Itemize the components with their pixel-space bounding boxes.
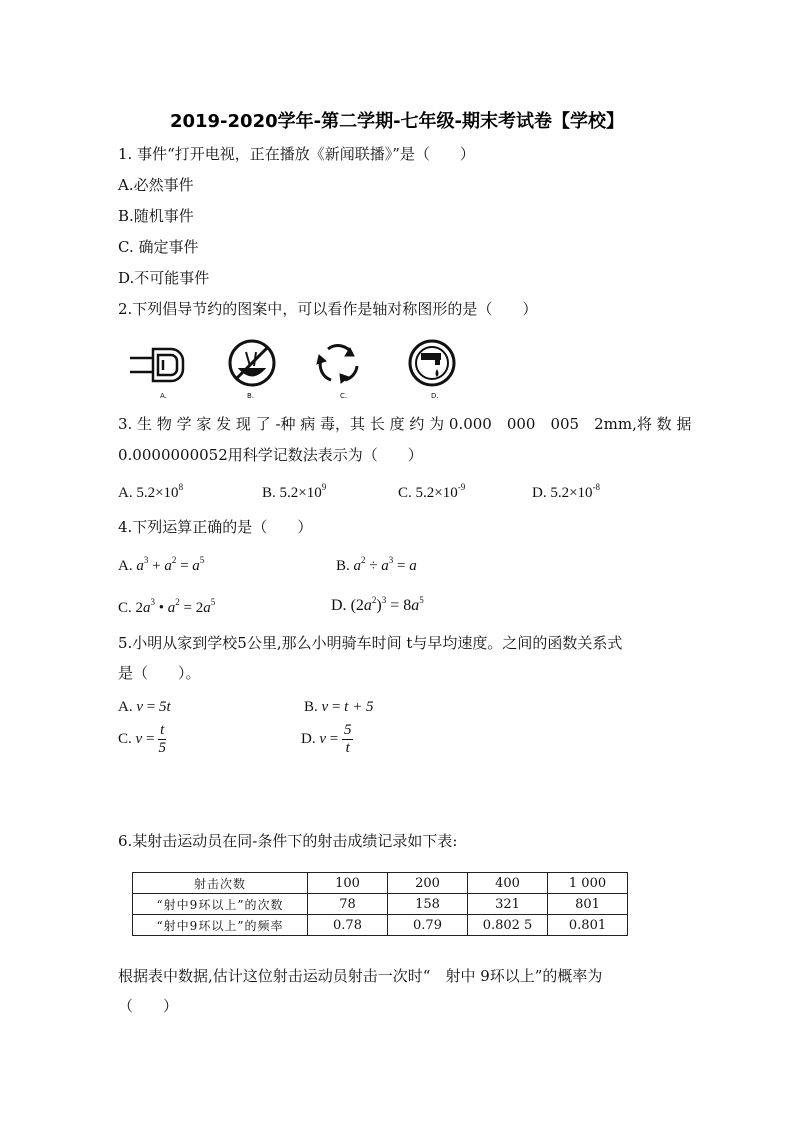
table-row	[133, 915, 628, 936]
table-cell: 0.802 5	[468, 915, 548, 936]
question-4-option-b: B. $a^2 \div a^3 = a$	[336, 555, 417, 574]
question-6-followup-line2: （ ）	[118, 997, 179, 1015]
question-3-option-b: B. $5.2\times 10^9$	[262, 482, 327, 501]
table-cell: 200	[388, 873, 468, 894]
icon-label-d: D.	[431, 392, 439, 400]
question-4-option-d: D. $(2a^2)^3 = 8a^5$	[331, 595, 424, 614]
table-row	[133, 894, 628, 915]
question-5-stem-line2: 是（ ）。	[118, 664, 201, 682]
conservation-icons	[125, 336, 465, 398]
question-6-followup-line1: 根据表中数据,估计这位射击运动员射击一次时“ 射中 9环以上”的概率为	[118, 967, 603, 985]
table-cell: 0.801	[548, 915, 628, 936]
question-3-stem-line2: 0.0000000052用科学记数法表示为（ ）	[118, 446, 423, 464]
question-4-stem: 4.下列运算正确的是（ ）	[118, 518, 313, 536]
question-3-option-a: A. $5.2\times 10^8$	[118, 482, 184, 501]
question-5-option-d: D. v = $\frac{5}{t}$	[301, 722, 352, 756]
question-5-option-a: A. v = 5t	[118, 699, 171, 715]
question-1-option-d: D.不可能事件	[118, 269, 210, 287]
water-tap-icon	[410, 341, 454, 385]
question-4-option-c: C. $2a^3$ • $a^2 = 2a^5$	[118, 597, 216, 616]
table-cell: 158	[388, 894, 468, 915]
table-cell: 0.79	[388, 915, 468, 936]
question-5-stem-line1: 5.小明从家到学校5公里,那么小明骑车时间 t与早均速度。之间的函数关系式	[118, 634, 623, 652]
table-cell: 1 000	[548, 873, 628, 894]
question-3-option-d: D. $5.2\times 10^{-8}$	[532, 482, 601, 501]
table-cell: 400	[468, 873, 548, 894]
question-5-option-b: B. v = t + 5	[304, 699, 374, 715]
table-cell: 321	[468, 894, 548, 915]
icon-label-b: B.	[247, 392, 255, 400]
shooting-results-table	[132, 872, 628, 936]
question-4-option-a: A. $a^3 + a^2 = a^5$	[118, 555, 205, 574]
table-cell: 78	[308, 894, 388, 915]
question-3-stem-line1: 3. 生 物 学 家 发 现 了 -种 病 毒，其 长 度 约 为 0.000 000 005 2mm,将 数 据	[118, 415, 692, 433]
icon-label-a: A.	[160, 392, 167, 400]
question-2-stem: 2.下列倡导节约的图案中，可以看作是轴对称图形的是（ ）	[118, 300, 538, 318]
plug-icon	[130, 349, 183, 381]
question-3-option-c: C. $5.2\times 10^{-9}$	[398, 482, 466, 501]
table-cell: 100	[308, 873, 388, 894]
table-cell: “射中9环以上”的频率	[133, 915, 308, 936]
table-cell: 801	[548, 894, 628, 915]
question-1-option-a: A.必然事件	[118, 176, 194, 194]
question-1-option-b: B.随机事件	[118, 207, 194, 225]
page-title: 2019-2020学年-第二学期-七年级-期末考试卷【学校】	[169, 111, 625, 132]
table-cell: “射中9环以上”的次数	[133, 894, 308, 915]
recycle-arrows-icon	[317, 346, 357, 383]
question-1-option-c: C. 确定事件	[118, 238, 199, 256]
table-cell: 0.78	[308, 915, 388, 936]
table-cell: 射击次数	[133, 873, 308, 894]
question-5-option-c: C. v = $\frac{t}{5}$	[118, 722, 166, 756]
question-1-stem: 1. 事件“打开电视，正在播放《新闻联播》”是（ ）	[118, 145, 475, 163]
question-6-stem: 6.某射击运动员在同-条件下的射击成绩记录如下表:	[118, 832, 458, 850]
no-food-waste-icon	[230, 341, 274, 385]
table-row	[133, 873, 628, 894]
icon-label-c: C.	[340, 392, 348, 400]
